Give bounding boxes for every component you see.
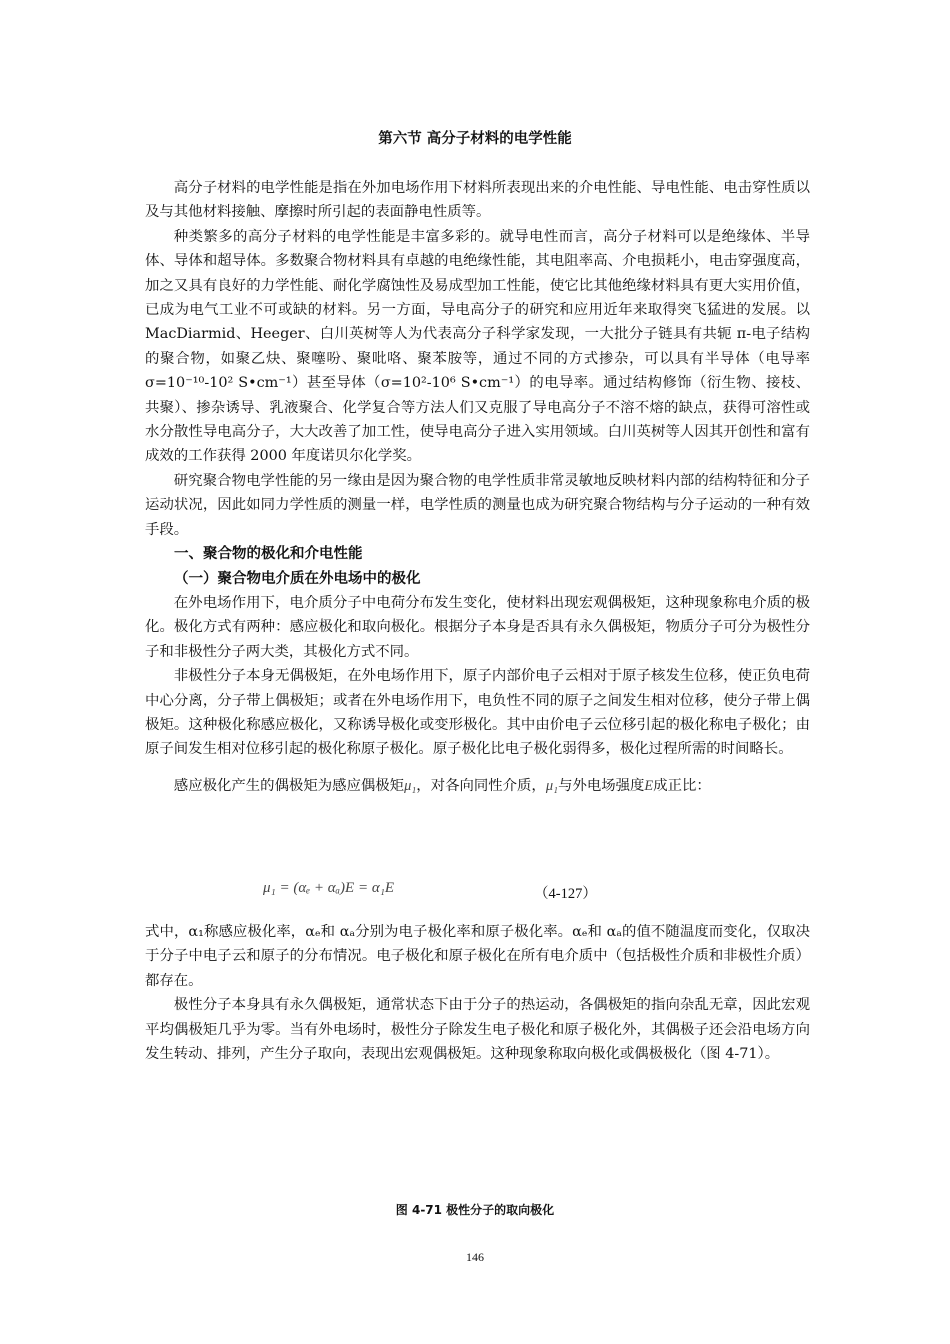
section-title: 第六节 高分子材料的电学性能	[378, 131, 572, 147]
induced-dipole-sentence: 感应极化产生的偶极矩为感应偶极矩μ₁，对各向同性介质，μ₁与外电场强度E成正比：	[173, 777, 711, 794]
e-field-symbol: E	[644, 777, 654, 794]
equation-number: （4-127）	[534, 886, 597, 902]
mu1-symbol: μ₁	[404, 777, 417, 794]
paragraph: 极性分子本身具有永久偶极矩，通常状态下由于分子的热运动，各偶极矩的指向杂乱无章，因此宏观平均偶极矩几乎为零。当有外电场时，极性分子除发生电子极化和原子极化外，其偶极子还会沿电场方向发生转动、排列，产生分子取向，表现出宏观偶极矩。这种现象称取向极化或偶极极化（图 4-71）。	[145, 997, 810, 1063]
paragraph: 种类繁多的高分子材料的电学性能是丰富多彩的。就导电性而言，高分子材料可以是绝缘体、半导体、导体和超导体。多数聚合物材料具有卓越的电绝缘性能，其电阻率高、介电损耗小，电击穿强度高，加之又具有良好的力学性能、耐化学腐蚀性及易成型加工性能，使它比其他绝缘材料具有更大实用价值，已成为电气工业不可或缺的材料。另一方面，导电高分子的研究和应用近年来取得突飞猛进的发展。以 MacDiarmid、Heeger、白川英树等人为代表高分子科学家发现，一大批分子链具有共轭 π-电子结构的聚合物，如聚乙炔、聚噻吩、聚吡咯、聚苯胺等，通过不同的方式掺杂，可以具有半导体（电导率 σ=10⁻¹⁰-10² S•cm⁻¹）甚至导体（σ=10²-10⁶ S•cm⁻¹）的电导率。通过结构修饰（衍生物、接枝、共聚）、掺杂诱导、乳液聚合、化学复合等方法人们又克服了导电高分子不溶不熔的缺点，获得可溶性或水分散性导电高分子，大大改善了加工性，使导电高分子进入实用领域。白川英树等人因其开创性和富有成效的工作获得 2000 年度诺贝尔化学奖。	[145, 228, 810, 465]
paragraph: 式中，α₁称感应极化率，αₑ和 αₐ分别为电子极化率和原子极化率。αₑ和 αₐ的值不随温度而变化，仅取决于分子中电子云和原子的分布情况。电子极化和原子极化在所有电介质中（包括极性介质和非极性介质）都存在。	[145, 924, 810, 989]
equation-expression: μ₁ = (αₑ + αₐ)E = α₁E	[263, 880, 395, 896]
paragraph: 非极性分子本身无偶极矩，在外电场作用下，原子内部价电子云相对于原子核发生位移，使正负电荷中心分离，分子带上偶极矩；或者在外电场作用下，电负性不同的原子之间发生相对位移，使分子带上偶极矩。这种极化称感应极化，又称诱导极化或变形极化。其中由价电子云位移引起的极化称电子极化；由原子间发生相对位移引起的极化称原子极化。原子极化比电子极化弱得多，极化过程所需的时间略长。	[145, 668, 810, 758]
paragraph: 在外电场作用下，电介质分子中电荷分布发生变化，使材料出现宏观偶极矩，这种现象称电介质的极化。极化方式有两种：感应极化和取向极化。根据分子本身是否具有永久偶极矩，物质分子可分为极性分子和非极性分子两大类，其极化方式不同。	[145, 594, 810, 660]
paragraph: 高分子材料的电学性能是指在外加电场作用下材料所表现出来的介电性能、导电性能、电击穿性质以及与其他材料接触、摩擦时所引起的表面静电性质等。	[145, 180, 810, 221]
body-text-bottom	[145, 920, 810, 1066]
mu1-symbol: μ₁	[545, 777, 559, 794]
figure-caption: 图 4-71 极性分子的取向极化	[395, 1203, 555, 1217]
equation-4-127	[263, 880, 723, 908]
body-text-top	[145, 176, 810, 798]
subsection-heading: （一）聚合物电介质在外电场中的极化	[174, 570, 421, 587]
section-heading: 一、聚合物的极化和介电性能	[174, 546, 363, 563]
page-number: 146	[466, 1250, 484, 1264]
paragraph: 研究聚合物电学性能的另一缘由是因为聚合物的电学性质非常灵敏地反映材料内部的结构特征和分子运动状况，因此如同力学性质的测量一样，电学性质的测量也成为研究聚合物结构与分子运动的一种有效手段。	[145, 472, 810, 538]
